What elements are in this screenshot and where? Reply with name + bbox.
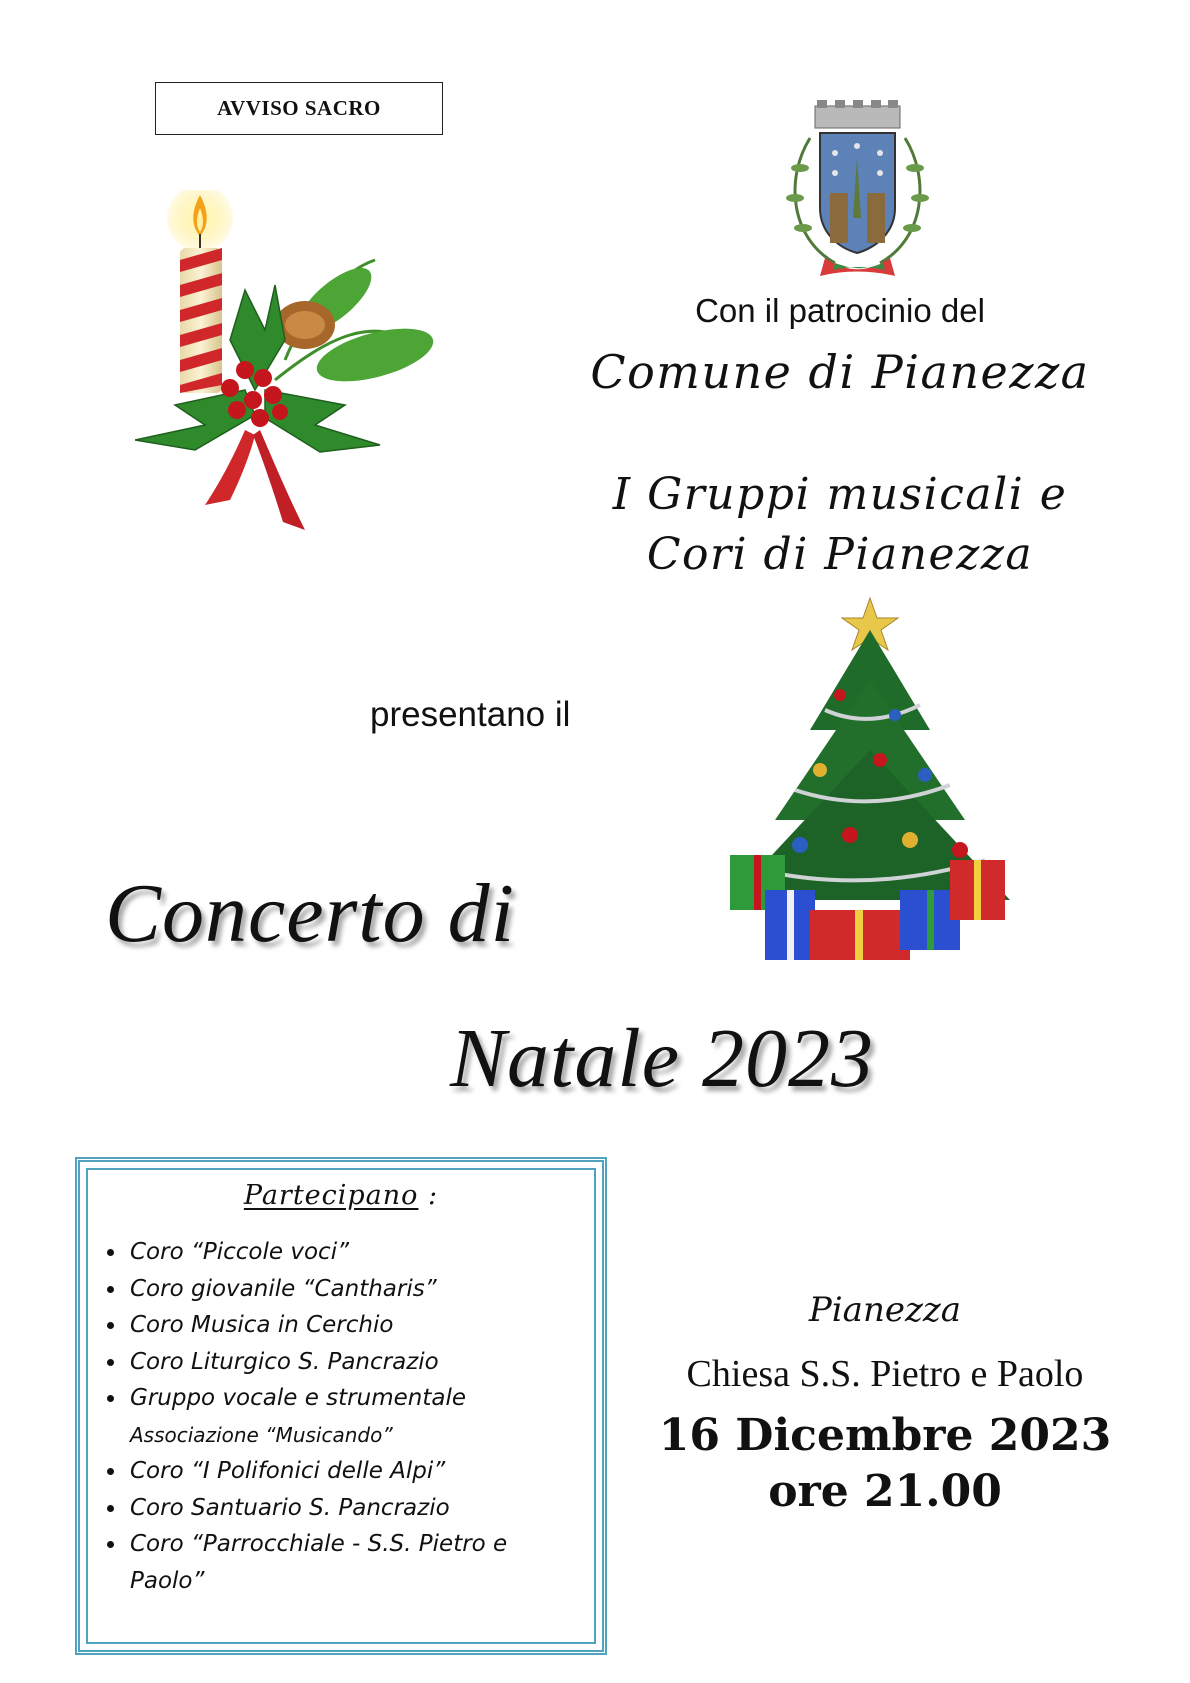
list-item: Coro giovanile “Cantharis”: [102, 1271, 582, 1308]
list-item-continuation: Paolo”: [130, 1567, 205, 1594]
event-venue: Chiesa S.S. Pietro e Paolo: [686, 1353, 1084, 1395]
list-item: Gruppo vocale e strumentale: [102, 1380, 582, 1417]
participants-list: [102, 1234, 582, 1599]
groups-line-2: Cori di Pianezza: [646, 529, 1034, 580]
event-info: [645, 1290, 1125, 1520]
list-item: Coro “Parrocchiale - S.S. Pietro e: [102, 1526, 582, 1563]
list-item: Coro Musica in Cerchio: [102, 1307, 582, 1344]
list-item: Coro “I Polifonici delle Alpi”: [102, 1453, 582, 1490]
candle-holly-icon: [135, 190, 465, 570]
coat-of-arms-icon: [775, 98, 940, 283]
participants-heading-text: Partecipano: [243, 1180, 419, 1211]
list-item: Coro “Piccole voci”: [102, 1234, 582, 1271]
title-line-1: Concerto di: [105, 867, 515, 960]
title-line-2: Natale 2023: [450, 1012, 874, 1105]
list-item: Coro Santuario S. Pancrazio: [102, 1490, 582, 1527]
municipality-name: Comune di Pianezza: [590, 345, 1090, 399]
list-item-continuation: Associazione “Musicando”: [130, 1422, 393, 1447]
list-item: Coro Liturgico S. Pancrazio: [102, 1344, 582, 1381]
event-city: Pianezza: [808, 1290, 962, 1330]
groups-line-1: I Gruppi musicali e: [612, 469, 1068, 520]
christmas-tree-icon: [720, 590, 1020, 975]
patronage-line: Con il patrocinio del: [695, 292, 985, 329]
participants-box: [75, 1157, 607, 1655]
participants-heading-suffix: :: [418, 1180, 439, 1211]
notice-label: AVVISO SACRO: [217, 96, 381, 120]
event-time: ore 21.00: [768, 1466, 1002, 1517]
presents-line: presentano il: [370, 695, 571, 734]
participants-heading: [80, 1180, 602, 1211]
notice-box: [155, 82, 443, 135]
event-date: 16 Dicembre 2023: [658, 1410, 1112, 1461]
groups-heading: [560, 465, 1120, 585]
